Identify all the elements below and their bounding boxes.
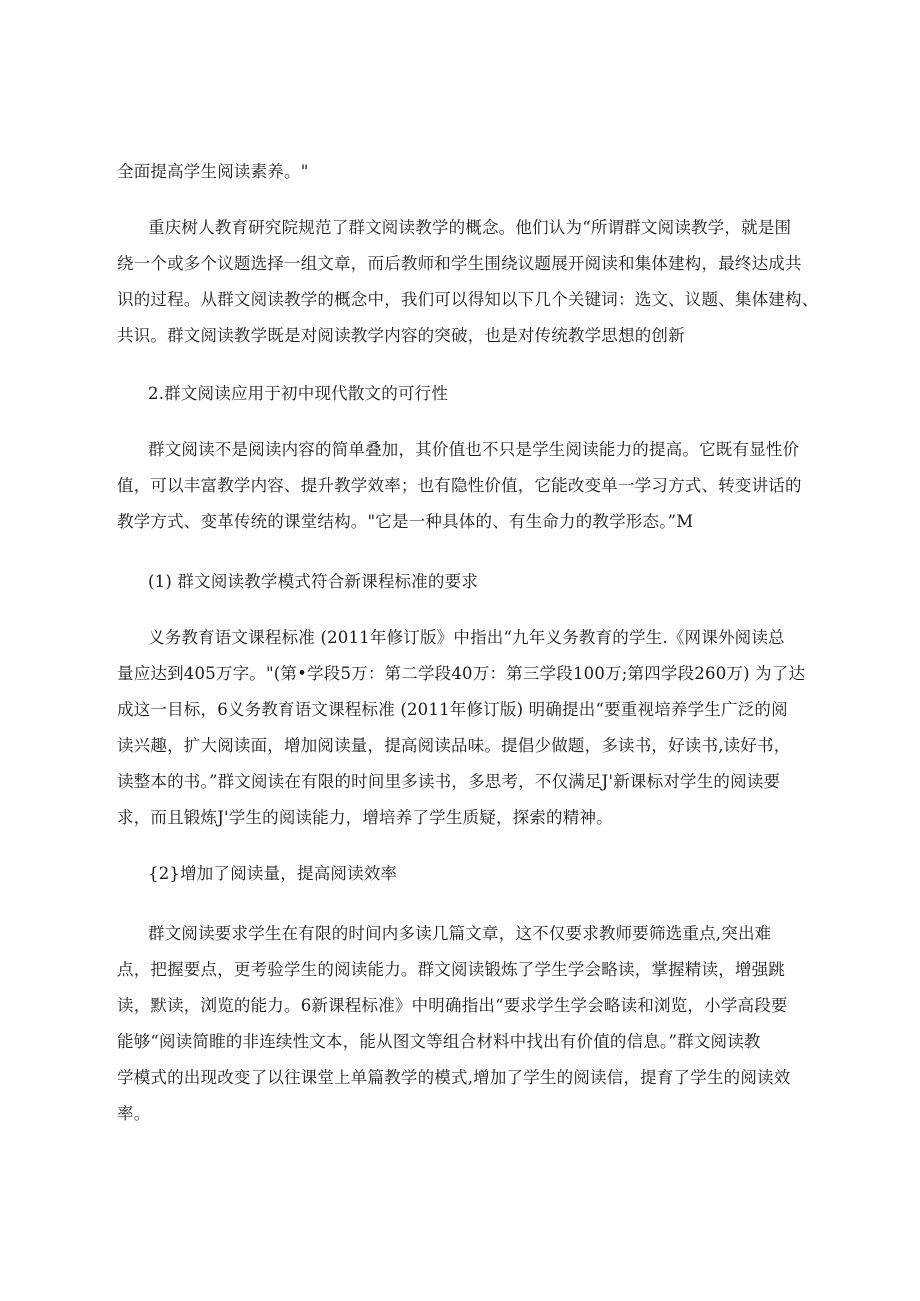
- subsection-heading: {2}增加了阅读量，提高阅读效率: [148, 864, 398, 883]
- paragraph-line: 求，而且锻炼J'学生的阅读能力，增培养了学生质疑，探索的精神。: [117, 808, 613, 827]
- paragraph-line: 识的过程。从群文阅读教学的概念中，我们可以得知以下几个关键词：选文、议题、集体建构、: [117, 290, 819, 309]
- paragraph-line: 群文阅读要求学生在有限的时间内多读几篇文章，这不仅要求教师要筛选重点,突出难: [148, 924, 772, 943]
- paragraph-line: 成这一目标，6义务教育语文课程标准 (2011年修订版) 明确提出“要重视培养学生广泛的阅: [117, 700, 788, 719]
- paragraph-line: 读整本的书。”群文阅读在有限的时间里多读书，多思考，不仅满足J'新课标对学生的阅读要: [117, 772, 781, 791]
- paragraph-line: 读兴趣，扩大阅读面，增加阅读量，提高阅读品味。提倡少做题，多读书，好读书,读好书，: [117, 736, 791, 755]
- paragraph-line: 值，可以丰富教学内容、提升教学效率；也有隐性价值，它能改变单一学习方式、转变讲话的: [117, 476, 802, 495]
- paragraph-line: 全面提高学生阅读素养。": [117, 162, 309, 181]
- paragraph-line: 读，默读，浏览的能力。6新课程标准》中明确指出“要求学生学会略读和浏览，小学高段要: [117, 996, 788, 1015]
- section-heading: 2.群文阅读应用于初中现代散文的可行性: [148, 384, 449, 403]
- paragraph-line: 教学方式、变革传统的课堂结构。"它是一种具体的、有生命力的教学形态。”M: [117, 512, 694, 531]
- paragraph-line: 学模式的出现改变了以往课堂上单篇教学的模式,增加了学生的阅读信，提育了学生的阅读效: [117, 1068, 791, 1087]
- paragraph-line: 率。: [117, 1104, 151, 1123]
- paragraph-line: 能够“阅读简睢的非连续性文本，能从图文等组合材料中找出有价值的信息。”群文阅读教: [117, 1032, 761, 1051]
- paragraph-line: 点，把握要点，更考验学生的阅读能力。群文阅读锻炼了学生学会略读，掌握精读，增强跳: [117, 960, 785, 979]
- subsection-heading: (1) 群文阅读教学模式符合新课程标准的要求: [148, 572, 479, 591]
- paragraph-line: 量应达到405万字。"(第•学段5万：第二学段40万：第三学段100万;第四学段260万) 为了达: [117, 664, 806, 683]
- paragraph-line: 绕一个或多个议题选择一组文章，而后教师和学生围绕议题展开阅读和集体建构，最终达成共: [117, 254, 802, 273]
- paragraph-line: 群文阅读不是阅读内容的简单叠加，其价值也不只是学生阅读能力的提高。它既有显性价: [148, 440, 800, 459]
- paragraph-line: 义务教育语文课程标准 (2011年修订版》中指出“九年义务教育的学生.《网课外阅读总: [148, 628, 785, 647]
- paragraph-line: 共识。群文阅读教学既是对阅读教学内容的突破，也是对传统教学思想的创新: [117, 326, 685, 345]
- paragraph-line: 重庆树人教育研究院规范了群文阅读教学的概念。他们认为“所谓群文阅读教学，就是围: [148, 218, 792, 237]
